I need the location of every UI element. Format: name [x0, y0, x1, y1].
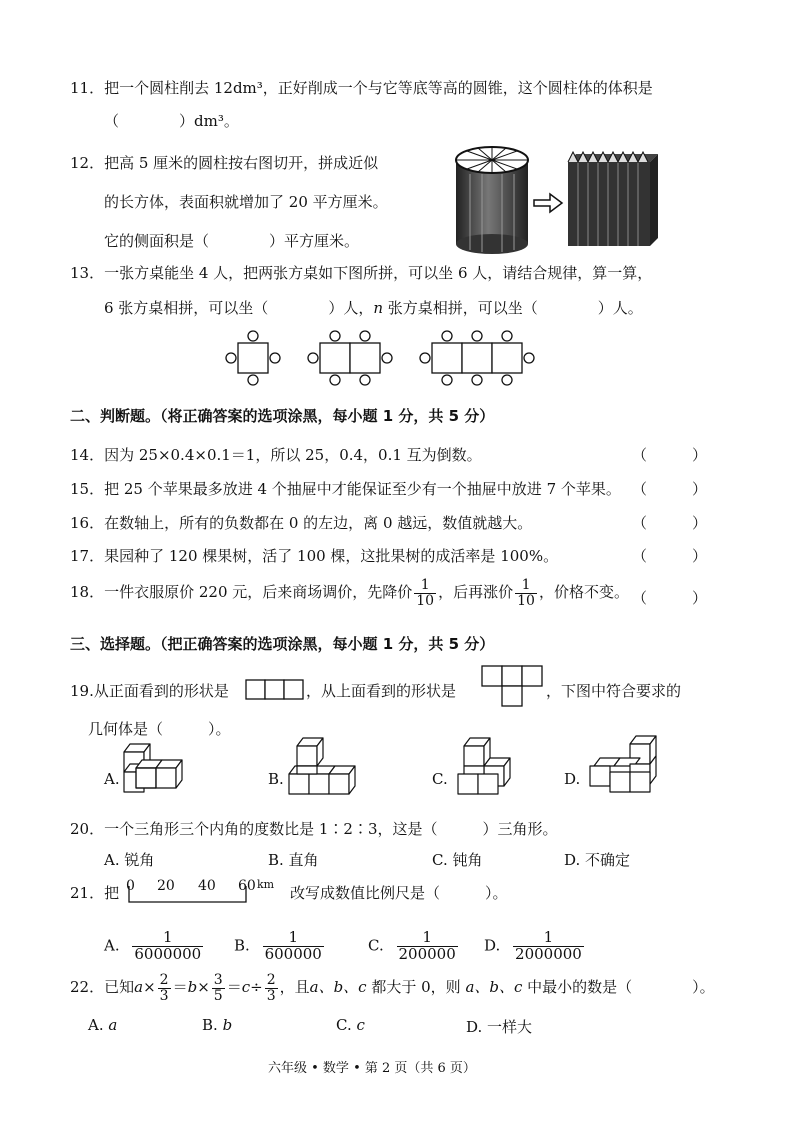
q22-fraction-1: $\frac{2}{3}$ — [159, 972, 169, 1004]
q12 — [70, 152, 378, 173]
q18-text-c: ，价格不变。 — [538, 583, 629, 602]
q21-option-d-label: D. — [484, 936, 501, 955]
q12-number: 12． — [70, 154, 105, 172]
q22-pre: 已知 — [104, 978, 135, 997]
scale-tick-20: 20 — [157, 878, 175, 894]
q21-option-b-fraction: $\frac{1}{600000}$ — [264, 928, 322, 963]
cuboid-shape — [568, 152, 658, 246]
q13-line2-part2: 张方桌相拼，可以坐（ ）人。 — [383, 299, 643, 317]
q18-text-a: 一件衣服原价 220 元，后来商场调价，先降价 — [104, 583, 413, 602]
q21-text-a: 把 — [104, 884, 120, 902]
q22-mid: ，且 — [279, 978, 310, 997]
q17-number: 17． — [70, 547, 105, 565]
q22-fraction-3: $\frac{2}{3}$ — [266, 972, 276, 1004]
q14-answer-paren[interactable]: （ ） — [632, 446, 708, 464]
q17-answer-paren[interactable]: （ ） — [632, 547, 708, 565]
q20-option-c[interactable]: C. 钝角 — [432, 851, 483, 869]
q15-answer-paren[interactable]: （ ） — [632, 480, 708, 498]
q19-text-b: ，从上面看到的形状是 — [306, 682, 457, 700]
q19-text-c: ，下图中符合要求的 — [546, 682, 682, 700]
page-footer: 六年级 • 数学 • 第 2 页（共 6 页） — [268, 1061, 476, 1076]
q22-option-a[interactable] — [88, 1016, 117, 1034]
scale-unit: km — [257, 878, 275, 891]
q21-option-c-label: C. — [368, 936, 384, 955]
q17-text: 果园种了 120 棵果树，活了 100 棵，这批果树的成活率是 100%。 — [104, 547, 559, 565]
q22-end: 中最小的数是（ ）。 — [522, 978, 715, 997]
q22-number: 22． — [70, 978, 105, 997]
q14-text: 因为 25×0.4×0.1＝1，所以 25，0.4，0.1 互为倒数。 — [104, 446, 482, 464]
q19-option-c-label[interactable]: C. — [432, 770, 448, 788]
q22-option-c-label: C. — [336, 1016, 352, 1034]
q12-line3: 它的侧面积是（ ）平方厘米。 — [104, 232, 360, 250]
q22-var-a: a — [134, 978, 144, 997]
scale-tick-40: 40 — [198, 878, 216, 894]
q22-fraction-2: $\frac{3}{5}$ — [213, 972, 223, 1004]
line-scale — [120, 878, 290, 906]
q22-var-c: c — [241, 978, 251, 997]
q14-number: 14． — [70, 446, 105, 464]
q22-option-c[interactable] — [336, 1016, 365, 1034]
q13-line2 — [104, 297, 643, 318]
q18-fraction-1: $\frac{1}{10}$ — [416, 577, 435, 609]
section3-title: 三、选择题。（把正确答案的选项涂黑，每小题 1 分，共 5 分） — [70, 635, 495, 653]
q14 — [70, 444, 482, 465]
q12-line2: 的长方体，表面积就增加了 20 平方厘米。 — [104, 193, 388, 211]
q22-abc-2: a、b、c — [465, 978, 523, 997]
q13-line1: 一张方桌能坐 4 人，把两张方桌如下图所拼，可以坐 6 人，请结合规律，算一算， — [104, 264, 653, 282]
q21-number: 21． — [70, 884, 105, 902]
q20-text: 一个三角形三个内角的度数比是 1∶2∶3，这是（ ）三角形。 — [104, 820, 558, 838]
q21-option-d-fraction: $\frac{1}{2000000}$ — [515, 928, 582, 963]
q12-line1: 把高 5 厘米的圆柱按右图切开，拼成近似 — [104, 154, 379, 172]
scale-tick-60: 60 — [238, 878, 256, 894]
q19-option-c-figure[interactable] — [450, 736, 530, 800]
q21-option-b-label: B. — [234, 936, 250, 955]
q13 — [70, 262, 652, 283]
q13-line2-part1: 6 张方桌相拼，可以坐（ ）人， — [104, 299, 374, 317]
q19-number: 19. — [70, 682, 94, 700]
q19-option-b-figure[interactable] — [283, 736, 373, 800]
q18-answer-paren[interactable]: （ ） — [632, 589, 708, 607]
q22-option-a-label: A. — [88, 1016, 104, 1034]
q19 — [70, 680, 229, 701]
q22-option-b-value: b — [222, 1016, 233, 1034]
q11-number: 11． — [70, 79, 105, 97]
q21-option-a[interactable] — [104, 930, 205, 963]
q13-variable-n: n — [373, 299, 383, 317]
q22-option-c-value: c — [356, 1016, 365, 1034]
q11 — [70, 77, 653, 98]
q19-option-d-label[interactable]: D. — [564, 770, 581, 788]
q22-option-a-value: a — [108, 1016, 118, 1034]
cylinder-shape — [456, 147, 528, 254]
q18 — [70, 578, 629, 608]
q16-answer-paren[interactable]: （ ） — [632, 514, 708, 532]
q11-line2: （ ）dm³。 — [104, 112, 239, 130]
three-tables — [420, 331, 534, 385]
one-table — [226, 331, 280, 385]
q15-text: 把 25 个苹果最多放进 4 个抽屉中才能保证至少有一个抽屉中放进 7 个苹果。 — [104, 480, 621, 498]
q20-option-a[interactable]: A. 锐角 — [104, 851, 155, 869]
q19-option-a-figure[interactable] — [118, 738, 198, 800]
q20 — [70, 818, 558, 839]
q18-number: 18． — [70, 583, 105, 602]
q21-option-c[interactable] — [368, 930, 460, 963]
q22-times-1: × — [143, 978, 156, 997]
q22 — [70, 973, 715, 1003]
two-tables — [308, 331, 392, 385]
q22-eq-1: ＝ — [172, 978, 188, 997]
q19-option-a-label[interactable]: A. — [104, 770, 120, 788]
q19-text-a: 从正面看到的形状是 — [93, 682, 229, 700]
q17 — [70, 545, 558, 566]
q22-option-b-label: B. — [202, 1016, 218, 1034]
q22-option-b[interactable] — [202, 1016, 232, 1034]
section2-title: 二、判断题。（将正确答案的选项涂黑，每小题 1 分，共 5 分） — [70, 407, 495, 425]
q22-option-d[interactable]: D. 一样大 — [466, 1018, 533, 1036]
q22-eq-2: ＝ — [226, 978, 242, 997]
q19-option-d-figure[interactable] — [584, 734, 668, 800]
top-view-shape — [480, 664, 546, 710]
q19-line2: 几何体是（ ）。 — [88, 720, 231, 738]
q13-number: 13． — [70, 264, 105, 282]
q18-text-b: ，后再涨价 — [438, 583, 514, 602]
q20-number: 20． — [70, 820, 105, 838]
q16-number: 16． — [70, 514, 105, 532]
q21 — [70, 882, 119, 903]
q15-number: 15． — [70, 480, 105, 498]
q19-option-b-label[interactable]: B. — [268, 770, 284, 788]
q15 — [70, 478, 621, 499]
q22-abc-1: a、b、c — [309, 978, 367, 997]
q22-var-b: b — [187, 978, 198, 997]
q22-div: ÷ — [250, 978, 263, 997]
q20-option-b[interactable]: B. 直角 — [268, 851, 319, 869]
q21-option-d[interactable] — [484, 930, 586, 963]
q22-times-2: × — [197, 978, 210, 997]
q11-line1: 把一个圆柱削去 12dm³，正好削成一个与它等底等高的圆锥，这个圆柱体的体积是 — [104, 79, 653, 97]
tables-pattern-figure — [220, 328, 540, 390]
scale-tick-0: 0 — [126, 878, 135, 894]
q18-fraction-2: $\frac{1}{10}$ — [517, 577, 535, 609]
front-view-shape — [244, 672, 306, 702]
q21-text-b: 改写成数值比例尺是（ ）。 — [290, 884, 508, 902]
q21-option-a-label: A. — [104, 936, 120, 955]
q16 — [70, 512, 532, 533]
cylinder-cut-figure — [450, 140, 662, 258]
arrow-icon — [534, 194, 562, 212]
q20-option-d[interactable]: D. 不确定 — [564, 851, 631, 869]
q22-mid2: 都大于 0，则 — [366, 978, 466, 997]
q21-option-b[interactable] — [234, 930, 326, 963]
q21-option-c-fraction: $\frac{1}{200000}$ — [398, 928, 456, 963]
q16-text: 在数轴上，所有的负数都在 0 的左边，离 0 越远，数值就越大。 — [104, 514, 533, 532]
q21-option-a-fraction: $\frac{1}{6000000}$ — [134, 928, 202, 963]
scale-bar — [120, 878, 260, 906]
